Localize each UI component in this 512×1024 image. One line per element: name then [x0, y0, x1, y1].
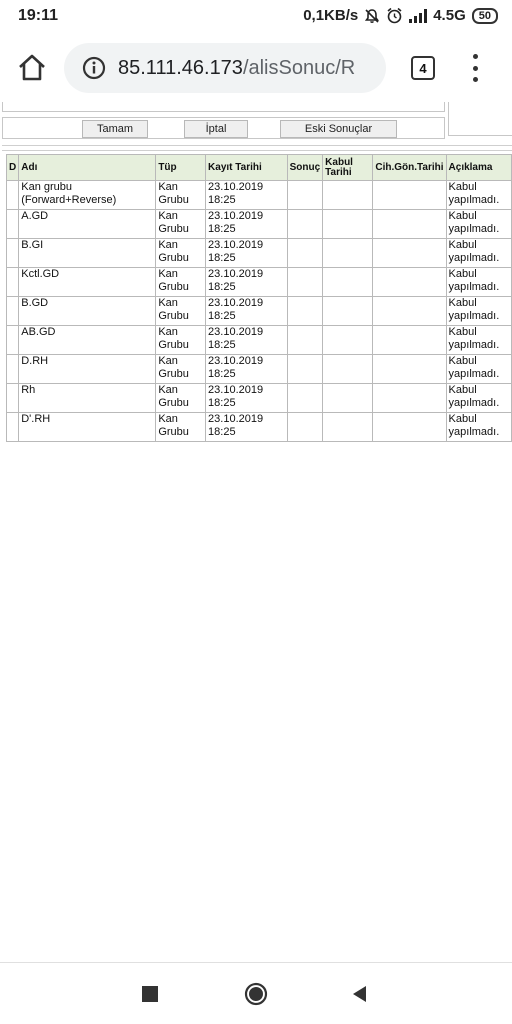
cell-tube: Kan Grubu: [156, 297, 206, 326]
back-triangle-icon[interactable]: [348, 982, 372, 1006]
cell-result: [287, 326, 323, 355]
cell-tube: Kan Grubu: [156, 181, 206, 210]
header-desc[interactable]: Açıklama: [446, 155, 511, 181]
cell-desc: Kabul yapılmadı.: [446, 210, 511, 239]
cell-accept-date: [323, 384, 373, 413]
cell-device-date: [373, 210, 446, 239]
cell-result: [287, 413, 323, 442]
cell-tube: Kan Grubu: [156, 239, 206, 268]
reg-date: 23.10.2019: [208, 239, 264, 251]
info-icon[interactable]: [82, 56, 106, 80]
table-row[interactable]: [7, 297, 512, 326]
signal-icon: [409, 9, 427, 23]
cell-accept-date: [323, 413, 373, 442]
cell-device-date: [373, 355, 446, 384]
table-row[interactable]: [7, 326, 512, 355]
ok-button[interactable]: Tamam: [82, 120, 148, 138]
url-text[interactable]: [118, 57, 355, 80]
cell-d: [7, 355, 19, 384]
reg-time: 18:25: [208, 368, 236, 380]
recents-square-icon[interactable]: [138, 982, 162, 1006]
cell-desc: Kabul yapılmadı.: [446, 297, 511, 326]
alarm-icon: [386, 7, 403, 24]
cell-desc: Kabul yapılmadı.: [446, 181, 511, 210]
reg-date: 23.10.2019: [208, 384, 264, 396]
divider: [2, 145, 512, 146]
reg-time: 18:25: [208, 339, 236, 351]
cell-d: [7, 297, 19, 326]
reg-time: 18:25: [208, 194, 236, 206]
reg-time: 18:25: [208, 310, 236, 322]
cell-result: [287, 268, 323, 297]
browser-toolbar: [0, 34, 512, 102]
cell-tube: Kan Grubu: [156, 326, 206, 355]
cell-name: Kan grubu (Forward+Reverse): [19, 181, 156, 210]
cell-name: Rh: [19, 384, 156, 413]
cell-desc: Kabul yapılmadı.: [446, 268, 511, 297]
table-row[interactable]: [7, 239, 512, 268]
cell-device-date: [373, 384, 446, 413]
cell-name: Kctl.GD: [19, 268, 156, 297]
cell-tube: Kan Grubu: [156, 384, 206, 413]
url-host: 85.111.46.173: [118, 56, 243, 79]
header-name[interactable]: Adı: [19, 155, 156, 181]
cell-reg-date: [206, 326, 288, 355]
cell-desc: Kabul yapılmadı.: [446, 239, 511, 268]
cell-reg-date: [206, 210, 288, 239]
reg-time: 18:25: [208, 397, 236, 409]
reg-date: 23.10.2019: [208, 326, 264, 338]
reg-date: 23.10.2019: [208, 297, 264, 309]
table-row[interactable]: [7, 413, 512, 442]
cell-reg-date: [206, 413, 288, 442]
cell-reg-date: [206, 239, 288, 268]
table-header-row: [7, 155, 512, 181]
cell-accept-date: [323, 297, 373, 326]
cell-device-date: [373, 413, 446, 442]
cell-d: [7, 384, 19, 413]
reg-date: 23.10.2019: [208, 355, 264, 367]
reg-date: 23.10.2019: [208, 268, 264, 280]
cell-desc: Kabul yapılmadı.: [446, 384, 511, 413]
overflow-menu-icon[interactable]: [466, 54, 484, 82]
table-row[interactable]: [7, 210, 512, 239]
cell-name: A.GD: [19, 210, 156, 239]
top-frame: [0, 102, 512, 114]
network-type: 4.5G: [433, 7, 466, 24]
cell-d: [7, 413, 19, 442]
cell-result: [287, 355, 323, 384]
cell-name: D.RH: [19, 355, 156, 384]
status-indicators: [303, 7, 498, 24]
muted-bell-icon: [364, 8, 380, 24]
cell-device-date: [373, 326, 446, 355]
cell-device-date: [373, 181, 446, 210]
page-content: [0, 102, 512, 962]
cell-name: D'.RH: [19, 413, 156, 442]
cell-accept-date: [323, 355, 373, 384]
results-table: [6, 154, 512, 442]
cell-d: [7, 326, 19, 355]
battery-indicator: 50: [472, 8, 498, 24]
cell-accept-date: [323, 181, 373, 210]
old-results-button[interactable]: Eski Sonuçlar: [280, 120, 397, 138]
cell-accept-date: [323, 239, 373, 268]
cell-tube: Kan Grubu: [156, 355, 206, 384]
home-icon[interactable]: [16, 52, 48, 84]
header-tube[interactable]: Tüp: [156, 155, 206, 181]
cell-device-date: [373, 297, 446, 326]
cell-device-date: [373, 239, 446, 268]
reg-date: 23.10.2019: [208, 210, 264, 222]
cell-desc: Kabul yapılmadı.: [446, 326, 511, 355]
cell-d: [7, 210, 19, 239]
cell-desc: Kabul yapılmadı.: [446, 355, 511, 384]
cell-name: AB.GD: [19, 326, 156, 355]
reg-time: 18:25: [208, 252, 236, 264]
home-circle-icon[interactable]: [244, 982, 268, 1006]
table-body: [7, 181, 512, 442]
action-bar: [2, 117, 445, 139]
reg-time: 18:25: [208, 281, 236, 293]
header-reg-date[interactable]: Kayıt Tarihi: [206, 155, 288, 181]
cell-desc: Kabul yapılmadı.: [446, 413, 511, 442]
header-device-date[interactable]: Cih.Gön.Tarihi: [373, 155, 446, 181]
cell-d: [7, 239, 19, 268]
cell-reg-date: [206, 268, 288, 297]
divider: [2, 150, 512, 151]
table-row[interactable]: [7, 384, 512, 413]
status-bar: [0, 0, 512, 34]
header-accept-date[interactable]: Kabul Tarihi: [323, 155, 373, 181]
cell-result: [287, 181, 323, 210]
cancel-button[interactable]: İptal: [184, 120, 248, 138]
reg-date: 23.10.2019: [208, 413, 264, 425]
address-bar[interactable]: [64, 43, 386, 93]
cell-result: [287, 239, 323, 268]
cell-tube: Kan Grubu: [156, 413, 206, 442]
cell-tube: Kan Grubu: [156, 268, 206, 297]
cell-d: [7, 268, 19, 297]
cell-reg-date: [206, 297, 288, 326]
table-row[interactable]: [7, 181, 512, 210]
table-row[interactable]: [7, 355, 512, 384]
cell-accept-date: [323, 268, 373, 297]
net-speed: 0,1KB/s: [303, 7, 359, 24]
cell-result: [287, 297, 323, 326]
reg-time: 18:25: [208, 223, 236, 235]
cell-accept-date: [323, 326, 373, 355]
header-result[interactable]: Sonuç: [287, 155, 323, 181]
reg-date: 23.10.2019: [208, 181, 264, 193]
cell-reg-date: [206, 181, 288, 210]
reg-time: 18:25: [208, 426, 236, 438]
cell-result: [287, 210, 323, 239]
cell-result: [287, 384, 323, 413]
cell-d: [7, 181, 19, 210]
cell-device-date: [373, 268, 446, 297]
tab-switcher-button[interactable]: 4: [411, 56, 435, 80]
cell-reg-date: [206, 355, 288, 384]
cell-reg-date: [206, 384, 288, 413]
cell-tube: Kan Grubu: [156, 210, 206, 239]
cell-accept-date: [323, 210, 373, 239]
system-nav-bar: [0, 962, 512, 1024]
cell-name: B.GD: [19, 297, 156, 326]
table-row[interactable]: [7, 268, 512, 297]
header-d[interactable]: D: [7, 155, 19, 181]
cell-name: B.GI: [19, 239, 156, 268]
status-time: 19:11: [18, 7, 59, 24]
url-path: /alisSonuc/R: [242, 56, 356, 79]
